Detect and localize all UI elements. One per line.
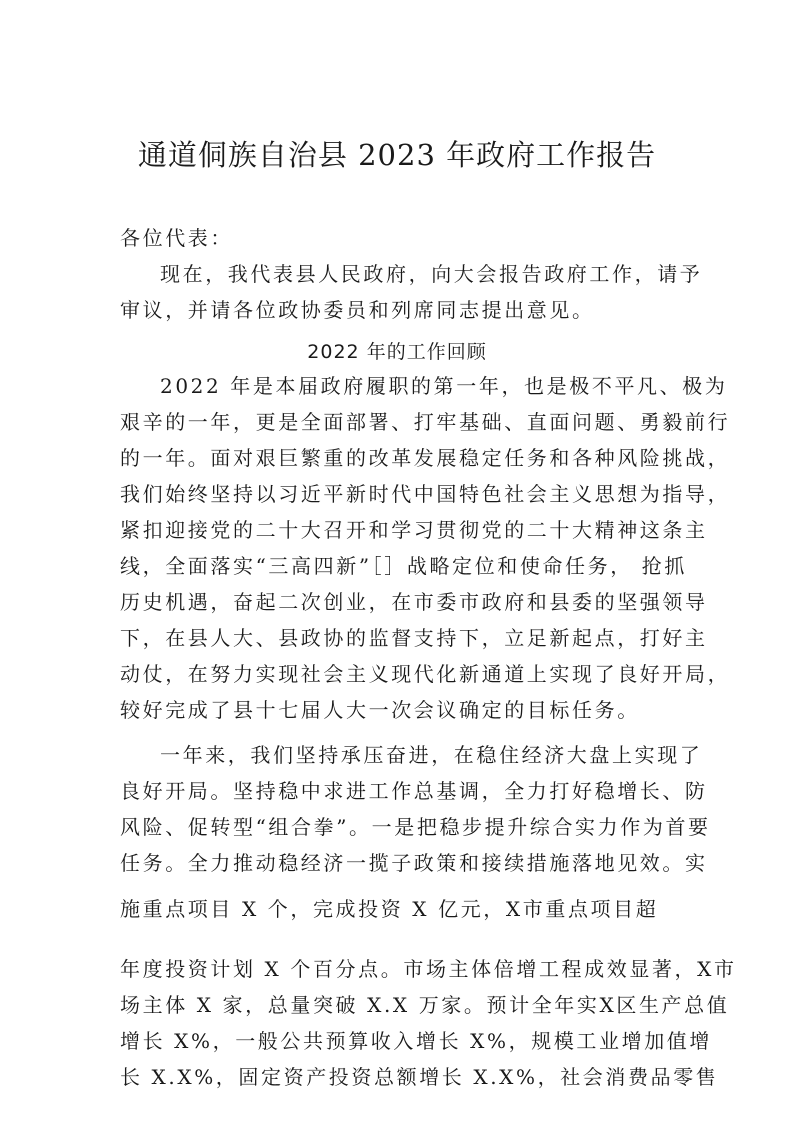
intro-line: 审议，并请各位政协委员和列席同志提出意见。 xyxy=(120,298,595,322)
paragraph-line: 风险、促转型“组合拳”。一是把稳步提升综合实力作为首要 xyxy=(120,815,711,839)
paragraph-line: 年度投资计划 X 个百分点。市场主体倍增工程成效显著，X市 xyxy=(120,957,737,981)
document-title: 通道侗族自治县 2023 年政府工作报告 xyxy=(137,138,657,172)
paragraph-line: 线，全面落实“三高四新”［］战略定位和使命任务， 抢抓 xyxy=(120,554,688,578)
paragraph-line: 良好开局。坚持稳中求进工作总基调，全力打好稳增长、防 xyxy=(120,779,708,803)
paragraph-line: 的一年。面对艰巨繁重的改革发展稳定任务和各种风险挑战， xyxy=(120,446,731,470)
paragraph-line: 紧扣迎接党的二十大召开和学习贯彻党的二十大精神这条主 xyxy=(120,518,708,542)
salutation: 各位代表： xyxy=(120,226,233,250)
paragraph-line: 2022 年是本届政府履职的第一年，也是极不平凡、极为 xyxy=(160,374,728,398)
section-heading: 2022 年的工作回顾 xyxy=(307,341,487,363)
paragraph-line: 场主体 X 家，总量突破 X.X 万家。预计全年实X区生产总值 xyxy=(120,993,730,1017)
paragraph-line: 增长 X%，一般公共预算收入增长 X%，规模工业增加值增 xyxy=(120,1029,712,1053)
paragraph-line: 下，在县人大、县政协的监督支持下，立足新起点，打好主 xyxy=(120,626,708,650)
paragraph-line: 施重点项目 X 个，完成投资 X 亿元，X市重点项目超 xyxy=(120,897,659,921)
paragraph-line: 任务。全力推动稳经济一揽子政策和接续措施落地见效。实 xyxy=(120,851,708,875)
paragraph-line: 艰辛的一年，更是全面部署、打牢基础、直面问题、勇毅前行 xyxy=(120,410,731,434)
intro-line: 现在，我代表县人民政府，向大会报告政府工作，请予 xyxy=(160,262,703,286)
paragraph-line: 长 X.X%，固定资产投资总额增长 X.X%，社会消费品零售 xyxy=(120,1065,719,1089)
paragraph-line: 历史机遇，奋起二次创业，在市委市政府和县委的坚强领导 xyxy=(120,590,708,614)
paragraph-line: 较好完成了县十七届人大一次会议确定的目标任务。 xyxy=(120,698,640,722)
paragraph-line: 一年来，我们坚持承压奋进，在稳住经济大盘上实现了 xyxy=(160,743,703,767)
paragraph-line: 我们始终坚持以习近平新时代中国特色社会主义思想为指导， xyxy=(120,482,731,506)
paragraph-line: 动仗，在努力实现社会主义现代化新通道上实现了良好开局， xyxy=(120,662,731,686)
